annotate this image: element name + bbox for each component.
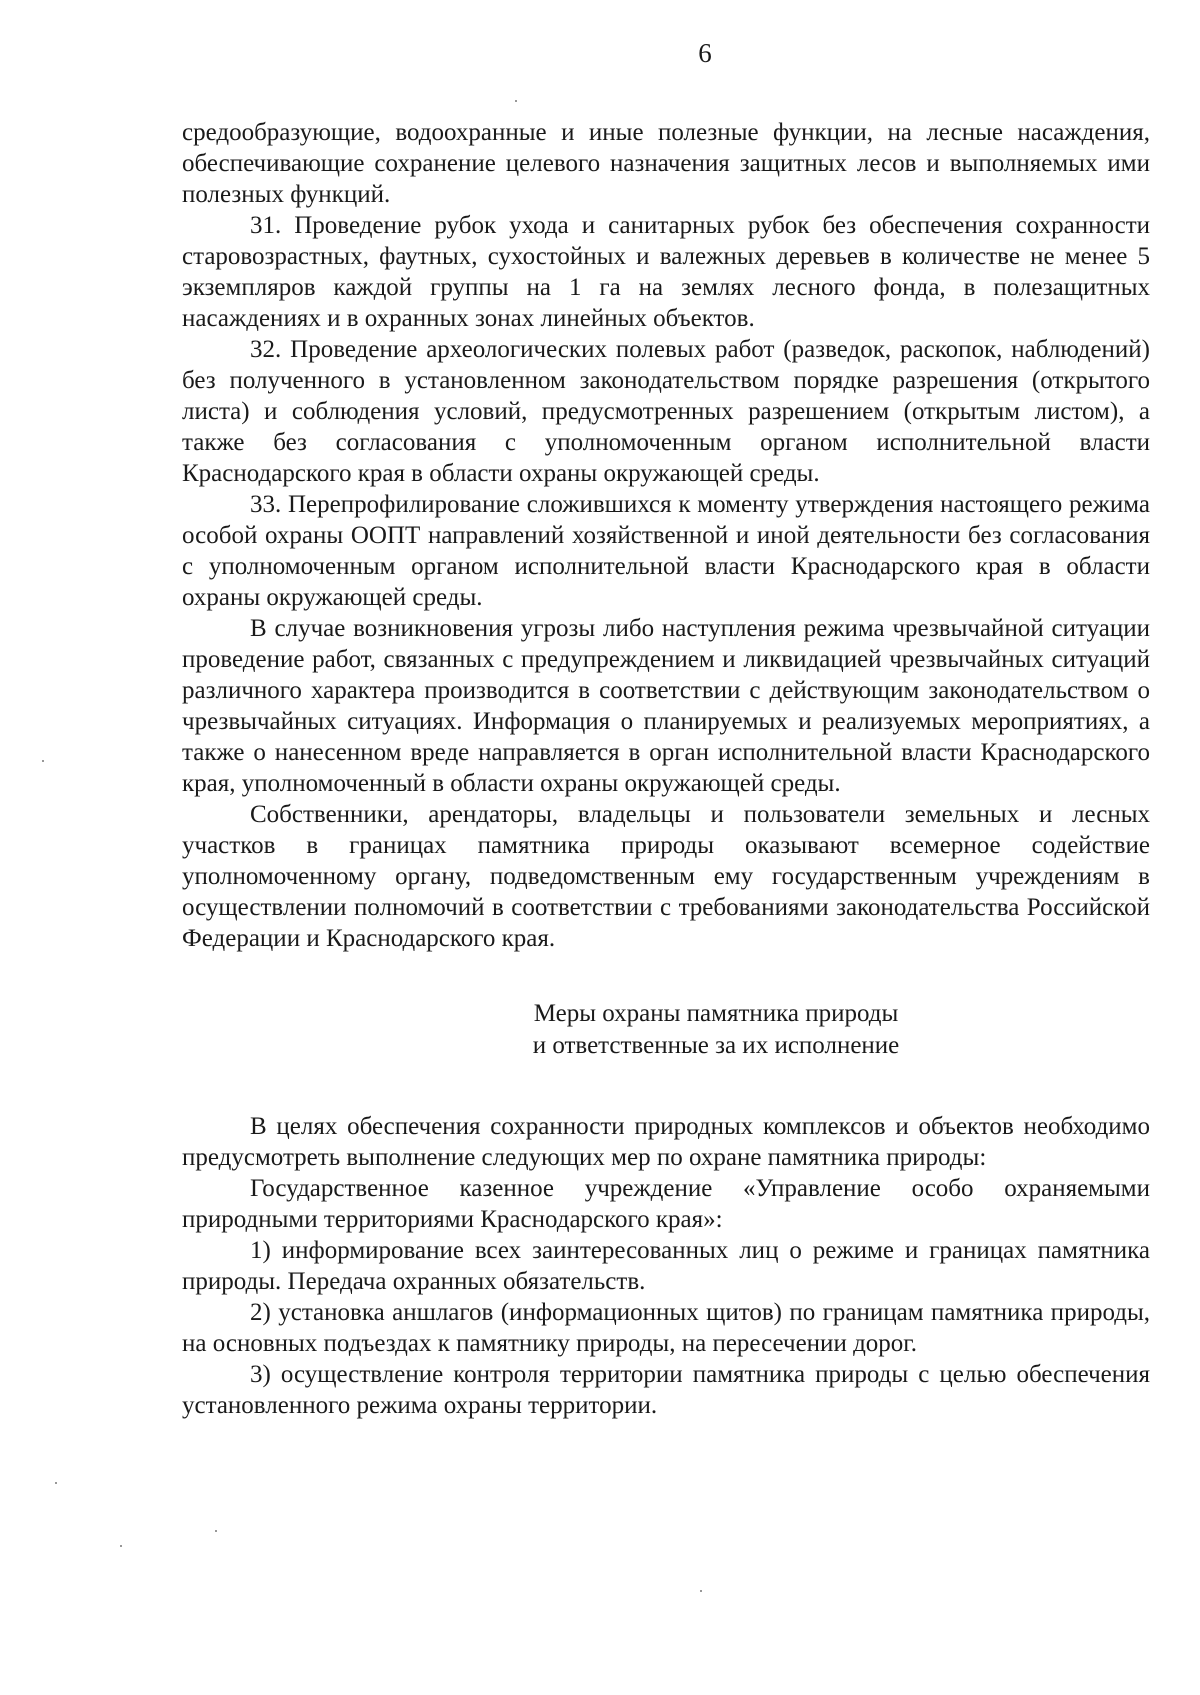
- list-item-1: 1) информирование всех заинтересованных лиц о режиме и границах памятника природы. Передача охранных обязательств.: [182, 1237, 1150, 1295]
- paragraph-item-33: 33. Перепрофилирование сложившихся к моменту утверждения настоящего режима особой охраны ООПТ направлений хозяйственной и иной деятельности без согласования с уполномоченным органом исполнительной власти Краснодарского края в области охраны окружающей среды.: [182, 491, 1150, 611]
- scan-speck: [215, 1530, 217, 1532]
- list-item-3: 3) осуществление контроля территории памятника природы с целью обеспечения установленного режима охраны территории.: [182, 1361, 1150, 1419]
- paragraph-institution: Государственное казенное учреждение «Управление особо охраняемыми природными территориями Краснодарского края»:: [182, 1175, 1150, 1233]
- paragraph-emergency: В случае возникновения угрозы либо наступления режима чрезвычайной ситуации проведение работ, связанных с предупреждением и ликвидацией чрезвычайных ситуаций различного характера производится в соответствии с действующим законодательством о чрезвычайных ситуациях. Информация о планируемых и реализуемых мероприятиях, а также о нанесенном вреде направляется в орган исполнительной власти Краснодарского края, уполномоченный в области охраны окружающей среды.: [182, 615, 1150, 797]
- section-heading-line-2: и ответственные за их исполнение: [532, 1032, 900, 1059]
- document-body: [182, 117, 1150, 1421]
- paragraph-measures-intro: В целях обеспечения сохранности природных комплексов и объектов необходимо предусмотреть выполнение следующих мер по охране памятника природы:: [182, 1113, 1150, 1171]
- paragraph-item-32: 32. Проведение археологических полевых работ (разведок, раскопок, наблюдений) без полученного в установленном законодательством порядке разрешения (открытого листа) и соблюдения условий, предусмотренных разрешением (открытым листом), а также без согласования с уполномоченным органом исполнительной власти Краснодарского края в области охраны окружающей среды.: [182, 336, 1150, 487]
- scan-speck: [515, 100, 517, 102]
- scan-speck: [55, 1482, 57, 1484]
- paragraph-continuation: средообразующие, водоохранные и иные полезные функции, на лесные насаждения, обеспечивающие сохранение целевого назначения защитных лесов и выполняемых ими полезных функций.: [182, 119, 1150, 208]
- scan-speck: [42, 760, 44, 762]
- section-heading: [182, 998, 1150, 1062]
- page-number: 6: [698, 38, 712, 68]
- scan-speck: [120, 1545, 122, 1547]
- section-heading-line-1: Меры охраны памятника природы: [533, 1000, 899, 1027]
- scan-speck: [700, 1590, 702, 1592]
- paragraph-item-31: 31. Проведение рубок ухода и санитарных рубок без обеспечения сохранности старовозрастных, фаутных, сухостойных и валежных деревьев в количестве не менее 5 экземпляров каждой группы на 1 га на землях лесного фонда, в полезащитных насаждениях и в охранных зонах линейных объектов.: [182, 212, 1150, 332]
- list-item-2: 2) установка аншлагов (информационных щитов) по границам памятника природы, на основных подъездах к памятнику природы, на пересечении дорог.: [182, 1299, 1150, 1357]
- paragraph-owners: Собственники, арендаторы, владельцы и пользователи земельных и лесных участков в границах памятника природы оказывают всемерное содействие уполномоченному органу, подведомственным ему государственным учреждениям в осуществлении полномочий в соответствии с требованиями законодательства Российской Федерации и Краснодарского края.: [182, 801, 1150, 952]
